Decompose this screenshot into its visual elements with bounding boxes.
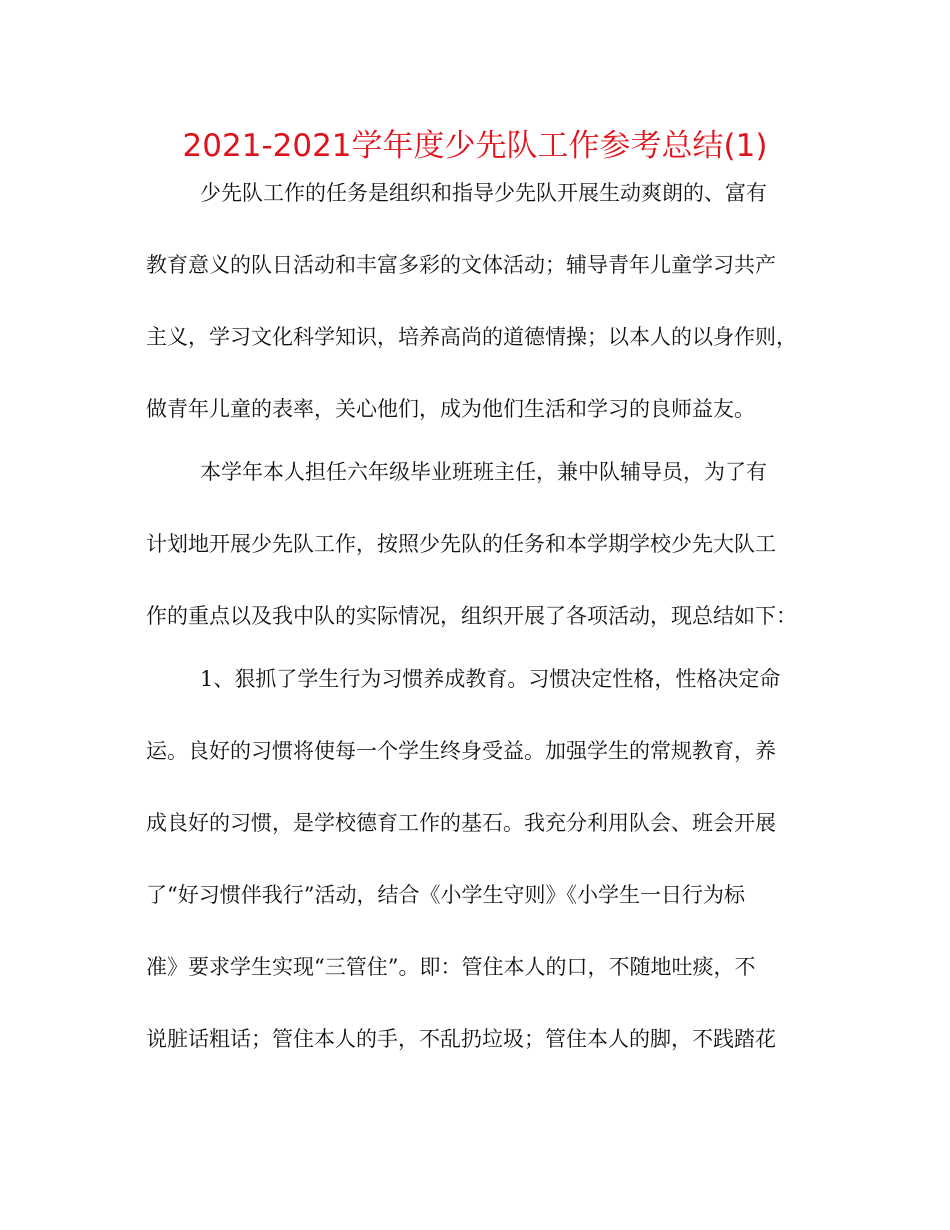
paragraph-line: 了“好习惯伴我行”活动，结合《小学生守则》《小学生一日行为标: [146, 883, 745, 907]
paragraph-line: 作的重点以及我中队的实际情况，组织开展了各项活动，现总结如下：: [146, 604, 797, 628]
paragraph-line: 准》要求学生实现“三管住”。即：管住本人的口，不随地吐痰，不: [146, 955, 756, 979]
paragraph-line: 主义，学习文化科学知识，培养高尚的道德情操；以本人的以身作则，: [146, 325, 797, 349]
paragraph-line: 做青年儿童的表率，关心他们，成为他们生活和学习的良师益友。: [146, 397, 755, 421]
paragraph-line: 本学年本人担任六年级毕业班班主任，兼中队辅导员，为了有: [200, 460, 767, 484]
paragraph-line: 少先队工作的任务是组织和指导少先队开展生动爽朗的、富有: [200, 181, 767, 205]
paragraph-line: 计划地开展少先队工作，按照少先队的任务和本学期学校少先大队工: [146, 532, 776, 556]
paragraph-line: 教育意义的队日活动和丰富多彩的文体活动；辅导青年儿童学习共产: [146, 253, 776, 277]
document-title: 2021-2021学年度少先队工作参考总结(1): [182, 128, 768, 164]
paragraph-line: 说脏话粗话；管住本人的手，不乱扔垃圾；管住本人的脚，不践踏花: [146, 1027, 776, 1051]
paragraph-line: 成良好的习惯，是学校德育工作的基石。我充分利用队会、班会开展: [146, 811, 776, 835]
paragraph-line: 运。良好的习惯将使每一个学生终身受益。加强学生的常规教育，养: [146, 739, 776, 763]
paragraph-line: 1、狠抓了学生行为习惯养成教育。习惯决定性格，性格决定命: [200, 667, 781, 691]
